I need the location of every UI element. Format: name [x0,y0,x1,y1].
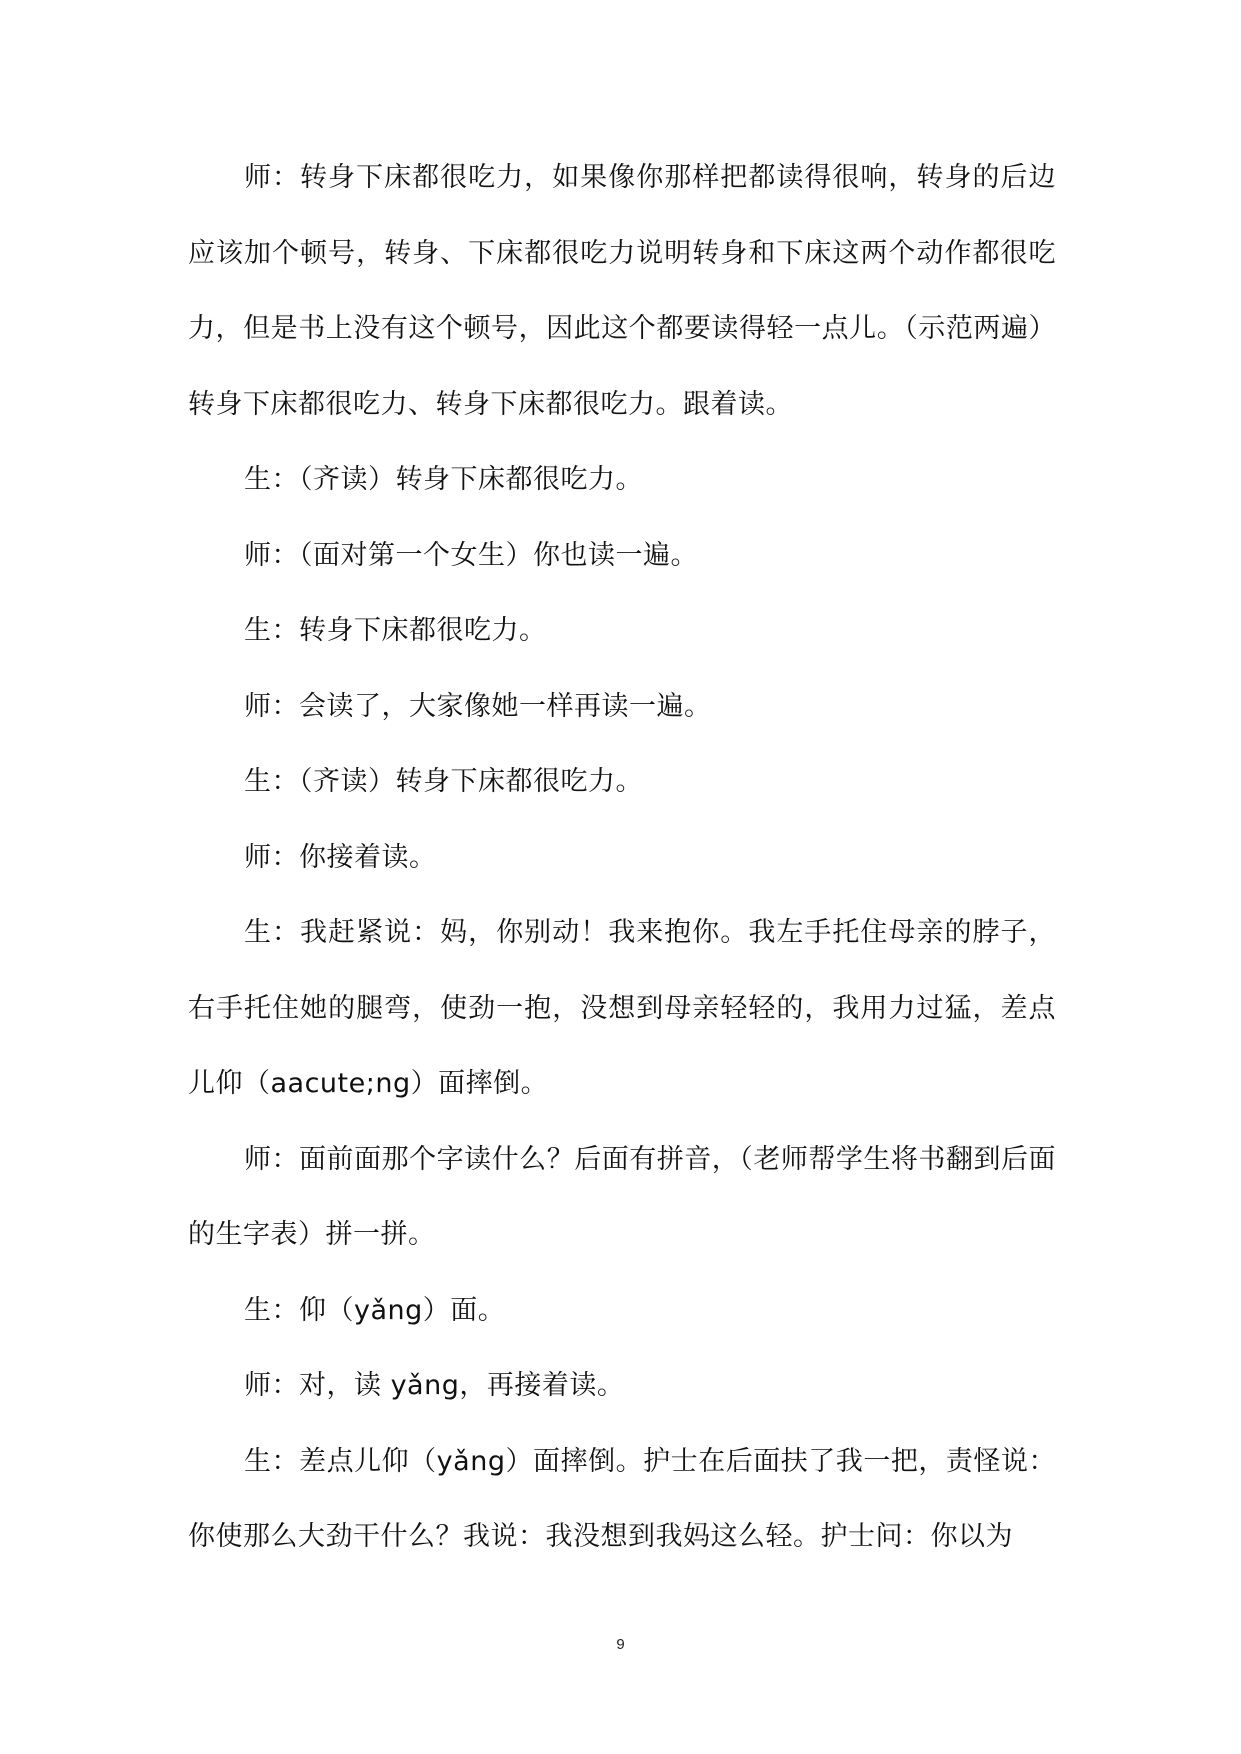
paragraph: 生：仰（yǎng）面。 [244,1294,506,1326]
paragraph: 生：我赶紧说：妈，你别动！我来抱你。我左手托住母亲的脖子，右手托住她的腿弯，使劲一抱，没想到母亲轻轻的，我用力过猛，差点儿仰（aacute;ng）面摔倒。 [188,917,1056,1099]
paragraph: 师：会读了，大家像她一样再读一遍。 [244,690,712,722]
paragraph: 师：面前面那个字读什么？后面有拼音，（老师帮学生将书翻到后面的生字表）拼一拼。 [188,1143,1056,1250]
paragraph: 师：转身下床都很吃力，如果像你那样把都读得很响，转身的后边应该加个顿号，转身、下床都很吃力说明转身和下床这两个动作都很吃力，但是书上没有这个顿号，因此这个都要读得轻一点儿。（示范两遍）转身下床都很吃力、转身下床都很吃力。跟着读。 [188,162,1056,420]
page-number: 9 [616,1636,625,1653]
paragraph: 生：差点儿仰（yǎng）面摔倒。护士在后面扶了我一把，责怪说：你使那么大劲干什么？我说：我没想到我妈这么轻。护士问：你以为 [188,1445,1056,1552]
paragraph: 师：（面对第一个女生）你也读一遍。 [244,539,698,571]
paragraph: 生：（齐读）转身下床都很吃力。 [244,464,643,495]
body-text [188,140,1056,1575]
paragraph: 生：（齐读）转身下床都很吃力。 [244,766,643,797]
paragraph: 师：你接着读。 [244,841,437,873]
paragraph: 师：对，读 yǎng，再接着读。 [244,1370,625,1401]
paragraph: 生：转身下床都很吃力。 [244,615,547,646]
